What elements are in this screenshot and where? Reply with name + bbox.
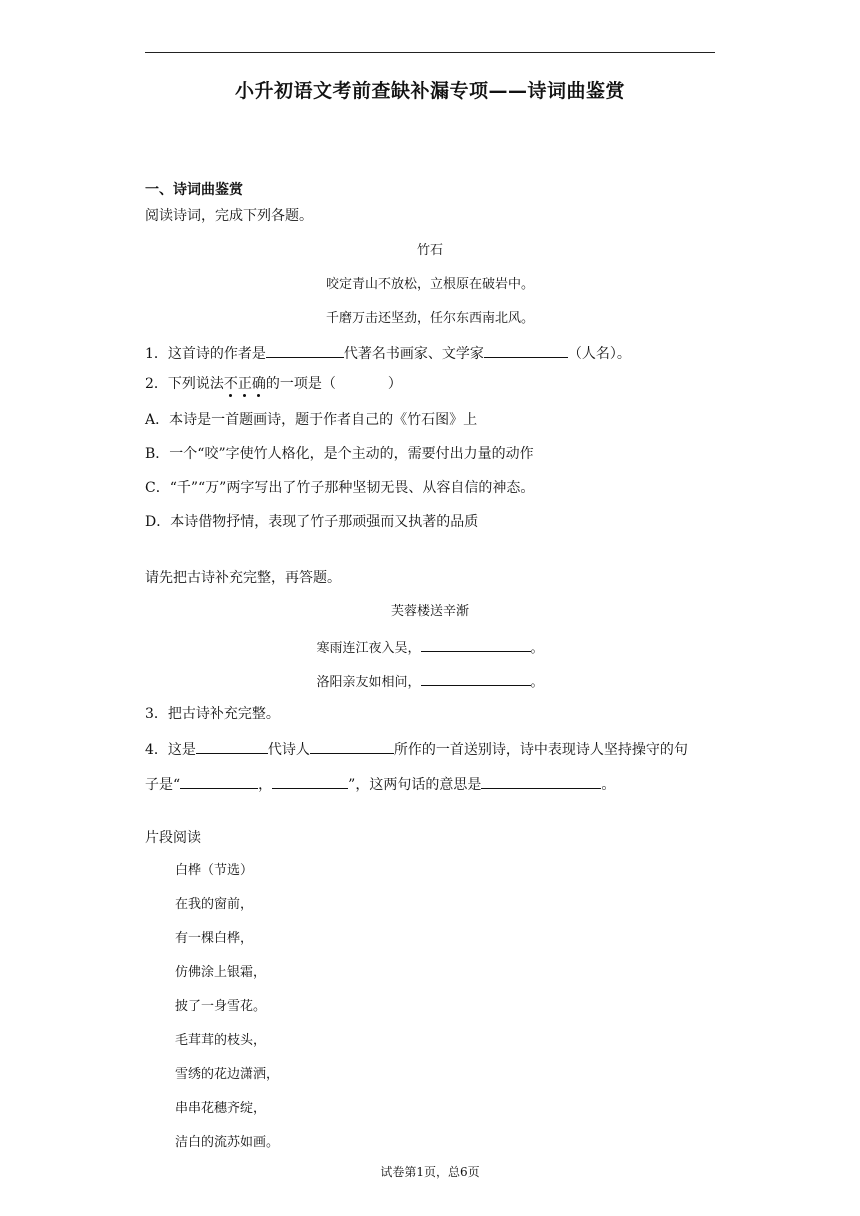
answer-blank[interactable] [272, 773, 348, 789]
question-text: 代著名书画家、文学家 [343, 346, 484, 362]
answer-blank[interactable] [196, 738, 268, 754]
poem-text: 洛阳亲友如相问， [316, 675, 421, 690]
poem-title: 竹石 [416, 243, 443, 258]
question-text: 下列说法 [167, 376, 224, 392]
answer-blank[interactable] [421, 636, 531, 652]
poem-line: 咬定青山不放松，立根原在破岩中。 [325, 277, 534, 292]
question-2 [145, 374, 402, 394]
question-number: 2． [145, 376, 168, 392]
option-d: D．本诗借物抒情，表现了竹子那顽强而又执著的品质 [145, 514, 479, 530]
section-heading: 片段阅读 [145, 830, 201, 846]
poem-line: 毛茸茸的枝头， [175, 1033, 267, 1048]
question-1 [145, 342, 631, 364]
poem-title: 芙蓉楼送辛渐 [390, 604, 469, 619]
poem-line: 串串花穗齐绽， [175, 1101, 267, 1116]
option-b: B．一个“咬”字使竹人格化，是个主动的，需要付出力量的动作 [145, 446, 534, 462]
section-heading: 一、诗词曲鉴赏 [145, 182, 243, 198]
question-text: ） [387, 376, 402, 392]
question-text: 代诗人 [267, 742, 310, 758]
poem-text: 。 [530, 675, 544, 690]
answer-blank[interactable] [180, 773, 258, 789]
question-text: 这首诗的作者是 [167, 346, 266, 362]
poem-line: 在我的窗前， [175, 897, 254, 912]
poem-line: 洁白的流苏如画。 [175, 1135, 280, 1150]
question-text: （人名）。 [567, 346, 631, 362]
emphasis-char: 正 [237, 376, 252, 392]
question-text: 子是“ [145, 777, 181, 793]
question-text: 所作的一首送别诗，诗中表现诗人坚持操守的句 [393, 742, 688, 758]
section-instruction: 请先把古诗补充完整，再答题。 [145, 570, 341, 586]
poem-line: 披了一身雪花。 [175, 999, 267, 1014]
poem-line [0, 636, 860, 659]
question-text: 的一项是（ [265, 376, 336, 392]
header-rule [145, 52, 715, 53]
answer-blank[interactable] [484, 342, 568, 358]
option-a: A．本诗是一首题画诗，题于作者自己的《竹石图》上 [145, 412, 478, 428]
question-3: 3．把古诗补充完整。 [145, 706, 280, 722]
answer-blank[interactable] [481, 773, 601, 789]
poem-line: 千磨万击还坚劲，任尔东西南北风。 [325, 311, 534, 326]
poem-text: 寒雨连江夜入吴， [316, 641, 421, 656]
poem-line: 仿佛涂上银霜， [175, 965, 267, 980]
question-4-continued [145, 773, 615, 795]
question-text: ， [258, 777, 273, 793]
question-4 [145, 738, 688, 760]
answer-blank[interactable] [266, 342, 344, 358]
question-number: 1． [145, 346, 168, 362]
section-instruction: 阅读诗词，完成下列各题。 [145, 208, 313, 224]
poem-line: 雪绣的花边潇洒， [175, 1067, 280, 1082]
poem-title: 白桦（节选） [175, 863, 254, 878]
answer-blank[interactable] [421, 670, 531, 686]
emphasis-char: 不 [223, 376, 238, 392]
question-number: 4． [145, 742, 168, 758]
option-c: C．“千”“万”两字写出了竹子那种坚韧无畏、从容自信的神态。 [145, 480, 535, 496]
question-text: ”，这两句话的意思是 [348, 777, 482, 793]
poem-text: 。 [530, 641, 544, 656]
question-text: 这是 [167, 742, 196, 758]
poem-line: 有一棵白桦， [175, 931, 254, 946]
question-text: 。 [601, 777, 616, 793]
poem-line [0, 670, 860, 693]
page-footer: 试卷第1页，总6页 [380, 1165, 480, 1179]
emphasis-char: 确 [251, 376, 266, 392]
answer-blank[interactable] [310, 738, 394, 754]
page-title: 小升初语文考前查缺补漏专项——诗词曲鉴赏 [234, 80, 625, 102]
